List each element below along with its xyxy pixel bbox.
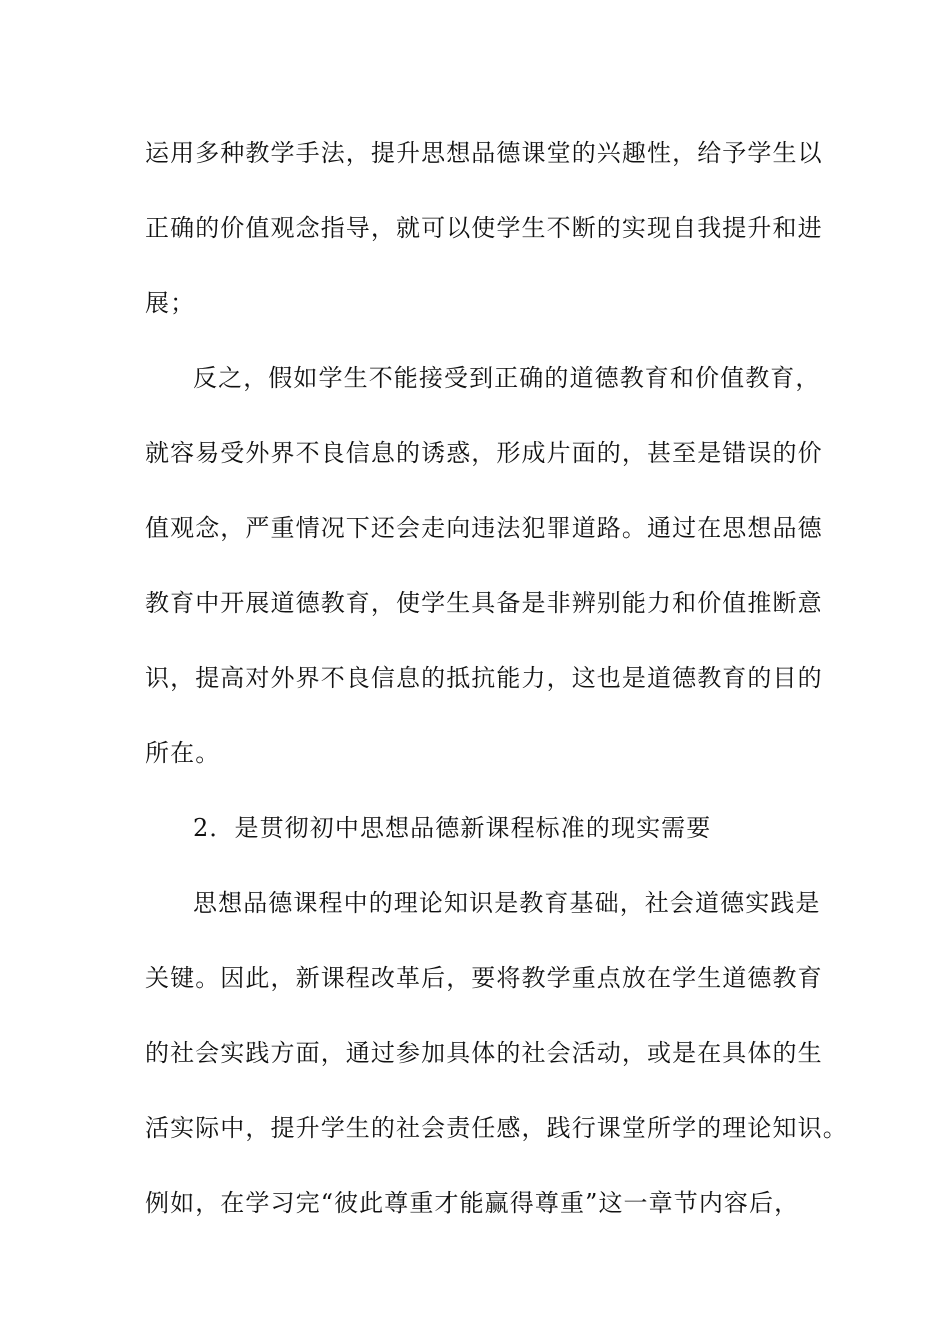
paragraph-start-line: 思想品德课程中的理论知识是教育基础，社会道德实践是	[193, 889, 821, 917]
text-line: 关键。因此，新课程改革后，要将教学重点放在学生道德教育	[145, 964, 823, 992]
text-line: 例如，在学习完“彼此尊重才能赢得尊重”这一章节内容后，	[145, 1189, 800, 1217]
text-line: 识，提高对外界不良信息的抵抗能力，这也是道德教育的目的	[145, 664, 823, 692]
text-line: 教育中开展道德教育，使学生具备是非辨别能力和价值推断意	[145, 589, 823, 617]
text-line: 运用多种教学手法，提升思想品德课堂的兴趣性，给予学生以	[145, 139, 823, 167]
text-line: 就容易受外界不良信息的诱惑，形成片面的，甚至是错误的价	[145, 439, 823, 467]
paragraph-start-line: 反之，假如学生不能接受到正确的道德教育和价值教育，	[193, 364, 821, 392]
document-body	[145, 120, 848, 1245]
text-line: 值观念，严重情况下还会走向违法犯罪道路。通过在思想品德	[145, 514, 823, 542]
text-line: 活实际中，提升学生的社会责任感，践行课堂所学的理论知识。	[145, 1114, 848, 1142]
section-heading: 2．是贯彻初中思想品德新课程标准的现实需要	[193, 814, 712, 842]
text-line: 的社会实践方面，通过参加具体的社会活动，或是在具体的生	[145, 1039, 823, 1067]
text-line: 正确的价值观念指导，就可以使学生不断的实现自我提升和进	[145, 214, 823, 242]
text-line: 所在。	[145, 739, 221, 767]
text-line: 展；	[145, 289, 196, 317]
